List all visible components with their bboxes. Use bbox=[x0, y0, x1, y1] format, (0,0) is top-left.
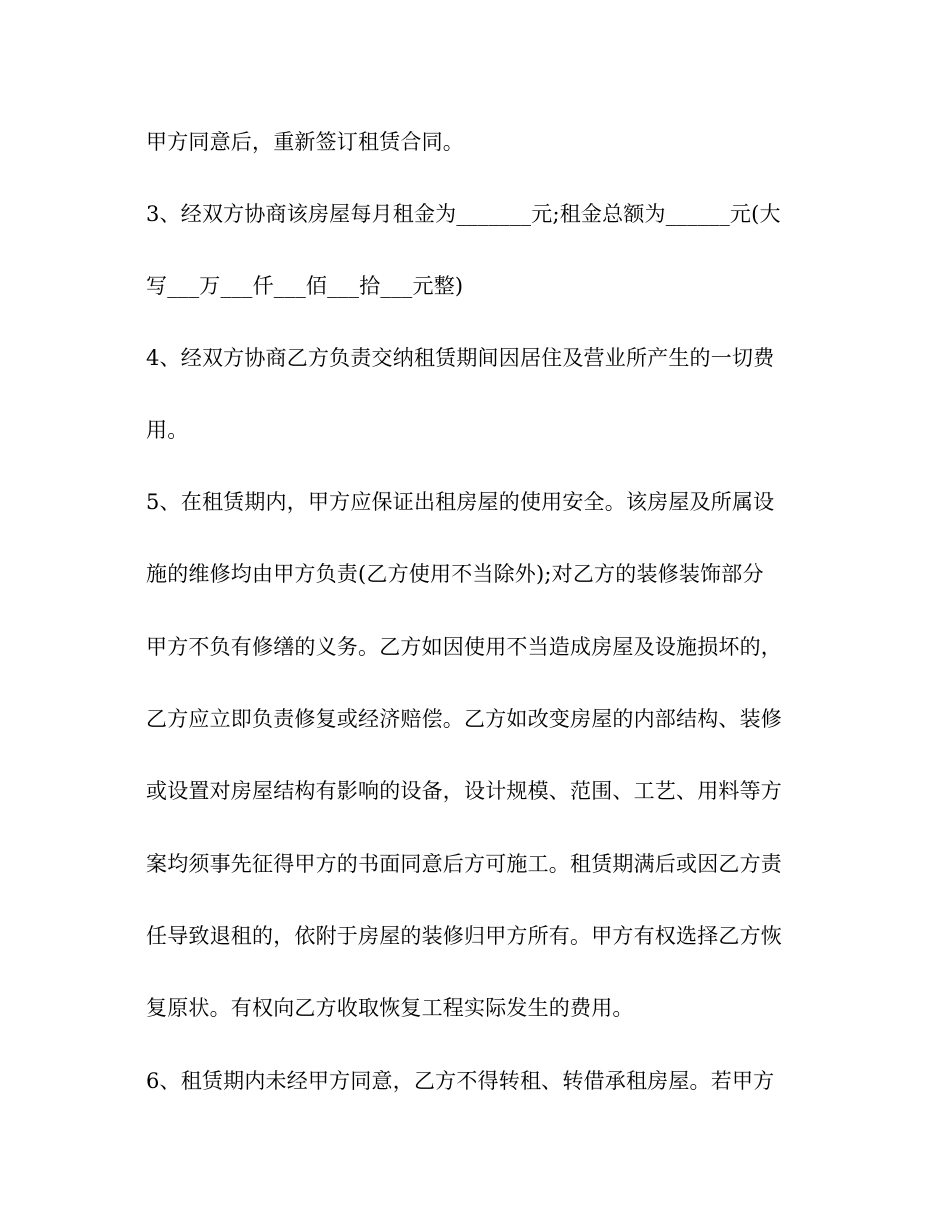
text-line: 3、经双方协商该房屋每月租金为_______元;租金总额为______元(大 bbox=[146, 202, 781, 226]
text-line: 写___万___仟___佰___拾___元整) bbox=[146, 274, 464, 298]
text-line: 施的维修均由甲方负责(乙方使用不当除外);对乙方的装修装饰部分 bbox=[146, 562, 764, 586]
text-line: 或设置对房屋结构有影响的设备，设计规模、范围、工艺、用料等方 bbox=[146, 779, 782, 803]
text-line: 甲方不负有修缮的义务。乙方如因使用不当造成房屋及设施损坏的， bbox=[146, 635, 782, 659]
text-line: 甲方同意后，重新签订租赁合同。 bbox=[146, 130, 464, 154]
text-line: 4、经双方协商乙方负责交纳租赁期间因居住及营业所产生的一切费 bbox=[146, 346, 775, 370]
text-line: 案均须事先征得甲方的书面同意后方可施工。租赁期满后或因乙方责 bbox=[146, 852, 782, 876]
text-line: 用。 bbox=[146, 418, 189, 442]
text-line: 6、租赁期内未经甲方同意，乙方不得转租、转借承租房屋。若甲方 bbox=[146, 1069, 775, 1093]
text-line: 乙方应立即负责修复或经济赔偿。乙方如改变房屋的内部结构、装修 bbox=[146, 707, 782, 731]
text-line: 任导致退租的，依附于房屋的装修归甲方所有。甲方有权选择乙方恢 bbox=[146, 924, 782, 948]
text-line: 5、在租赁期内，甲方应保证出租房屋的使用安全。该房屋及所属设 bbox=[146, 490, 775, 514]
text-line: 复原状。有权向乙方收取恢复工程实际发生的费用。 bbox=[146, 996, 634, 1020]
